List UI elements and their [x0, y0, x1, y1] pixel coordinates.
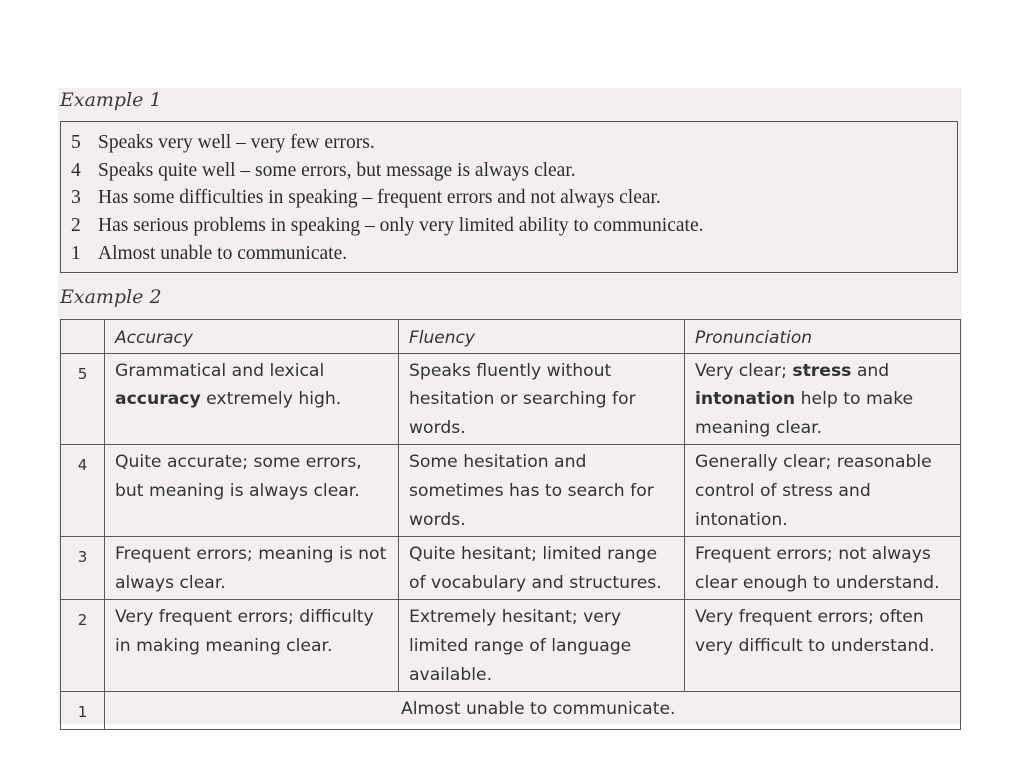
example-2-heading: Example 2 [60, 286, 162, 308]
criterion-score: 4 [71, 159, 81, 181]
table-header-row [61, 320, 961, 354]
example-2-rating-table [60, 319, 961, 730]
accuracy-cell: Very frequent errors; difficulty in making meaning clear. [105, 600, 399, 692]
row-score: 4 [61, 445, 105, 537]
fluency-cell: Some hesitation and sometimes has to search for words. [399, 445, 685, 537]
accuracy-cell: Quite accurate; some errors, but meaning is always clear. [105, 445, 399, 537]
table-row [61, 692, 961, 730]
table-row [61, 353, 961, 445]
accuracy-cell: Frequent errors; meaning is not always clear. [105, 537, 399, 600]
criterion-row [71, 240, 957, 268]
accuracy-text-end: extremely high. [200, 389, 342, 410]
criterion-score: 3 [71, 187, 81, 209]
pronunciation-cell: Frequent errors; not always clear enough to understand. [685, 537, 961, 600]
pronunciation-text: Very clear; [695, 360, 793, 381]
accuracy-keyword: accuracy [115, 389, 201, 410]
criterion-text: Speaks very well – very few errors. [98, 132, 375, 153]
intonation-keyword: intonation [695, 389, 796, 410]
criterion-score: 5 [71, 132, 81, 153]
example-1-heading: Example 1 [60, 89, 162, 111]
table-row [61, 445, 961, 537]
example-1-criteria-box [60, 121, 958, 273]
criterion-score: 1 [71, 242, 81, 264]
pronunciation-text-join: and [851, 360, 890, 381]
criterion-text: Speaks quite well – some errors, but message is always clear. [98, 159, 576, 181]
merged-descriptor-cell [105, 692, 961, 730]
fluency-cell: Speaks fluently without hesitation or searching for words. [399, 353, 685, 445]
score-column-header [61, 320, 105, 354]
criterion-row [71, 184, 957, 212]
criterion-row [71, 212, 957, 240]
table-row [61, 537, 961, 600]
criterion-text: Almost unable to communicate. [98, 242, 348, 264]
criterion-row [71, 129, 957, 157]
row-score: 3 [61, 537, 105, 600]
pronunciation-cell [685, 353, 961, 445]
criterion-row [71, 157, 957, 185]
fluency-cell: Quite hesitant; limited range of vocabulary and structures. [399, 537, 685, 600]
row-score: 5 [61, 353, 105, 445]
stress-keyword: stress [792, 360, 852, 381]
pronunciation-text-end: help to make meaning clear. [695, 389, 914, 438]
criterion-score: 2 [71, 215, 81, 237]
accuracy-cell [105, 353, 399, 445]
pronunciation-cell: Very frequent errors; often very difficult to understand. [685, 600, 961, 692]
pronunciation-cell: Generally clear; reasonable control of stress and intonation. [685, 445, 961, 537]
merged-descriptor-text: Almost unable to communicate. [401, 699, 676, 720]
row-score: 2 [61, 600, 105, 692]
row-score: 1 [61, 692, 105, 730]
pronunciation-column-header: Pronunciation [685, 320, 961, 354]
table-row [61, 600, 961, 692]
criterion-text: Has serious problems in speaking – only very limited ability to communicate. [98, 215, 704, 237]
accuracy-text: Grammatical and lexical [115, 360, 325, 381]
criterion-text: Has some difficulties in speaking – frequent errors and not always clear. [98, 187, 661, 209]
fluency-column-header: Fluency [399, 320, 685, 354]
accuracy-column-header: Accuracy [105, 320, 399, 354]
fluency-cell: Extremely hesitant; very limited range of language available. [399, 600, 685, 692]
